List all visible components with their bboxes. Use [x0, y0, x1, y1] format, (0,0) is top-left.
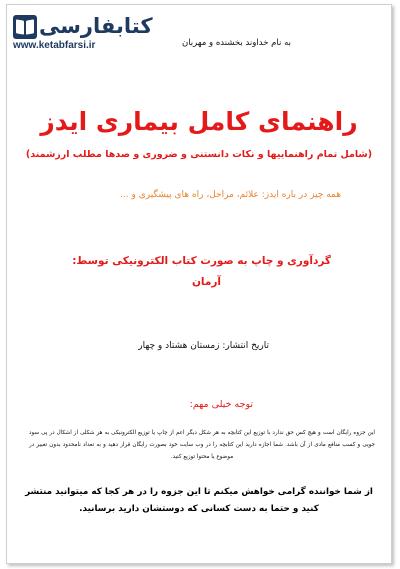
logo-text: کتابفارسی	[39, 14, 153, 38]
publish-date: تاریخ انتشار: زمستان هشتاد و چهار	[138, 341, 269, 351]
document-subtitle: (شامل تمام راهنماییها و نکات دانستنی و ضروری و صدها مطلب ارزشمند)	[25, 149, 373, 160]
notice-heading: توجه خیلی مهم:	[189, 399, 253, 410]
basmala: به نام خداوند بخشنده و مهربان	[181, 38, 291, 48]
compiled-by-label: گردآوری و چاپ به صورت کتاب الکترونیکی توسط:	[72, 255, 331, 267]
document-title: راهنمای کامل بیماری ایدز	[40, 107, 358, 136]
document-page	[6, 4, 392, 564]
author-name: آرمان	[191, 276, 221, 288]
logo-url: www.ketabfarsi.ir	[13, 40, 96, 51]
tagline: همه چیز در باره ایدز: علائم، مراحل، راه های پیشگیری و ...	[120, 190, 341, 200]
site-logo[interactable]	[13, 13, 153, 55]
book-icon	[13, 15, 37, 39]
notice-body: این جزوه رایگان است و هیچ کس حق ندارد با توزیع این کتابچه به هر شکل دیگر اعم از چاپ یا توزیع الکترونیکی به هر شکلی از اشکال در پی سود جویی و کسب منافع مادی از آن باشد. شما اجازه دارید این کتابچه را در وب سایت خود بصورت رایگان قرار دهید و به تعداد نامحدود بدون تغییر در موضوع یا محتوا توزیع کنید.	[29, 430, 375, 460]
reader-request: از شما خواننده گرامی خواهش میکنم تا این جزوه را در هر کجا که میتوانید منتشر کنید و حتما به دست کسانی که دوستشان دارید برسانید.	[25, 487, 373, 514]
